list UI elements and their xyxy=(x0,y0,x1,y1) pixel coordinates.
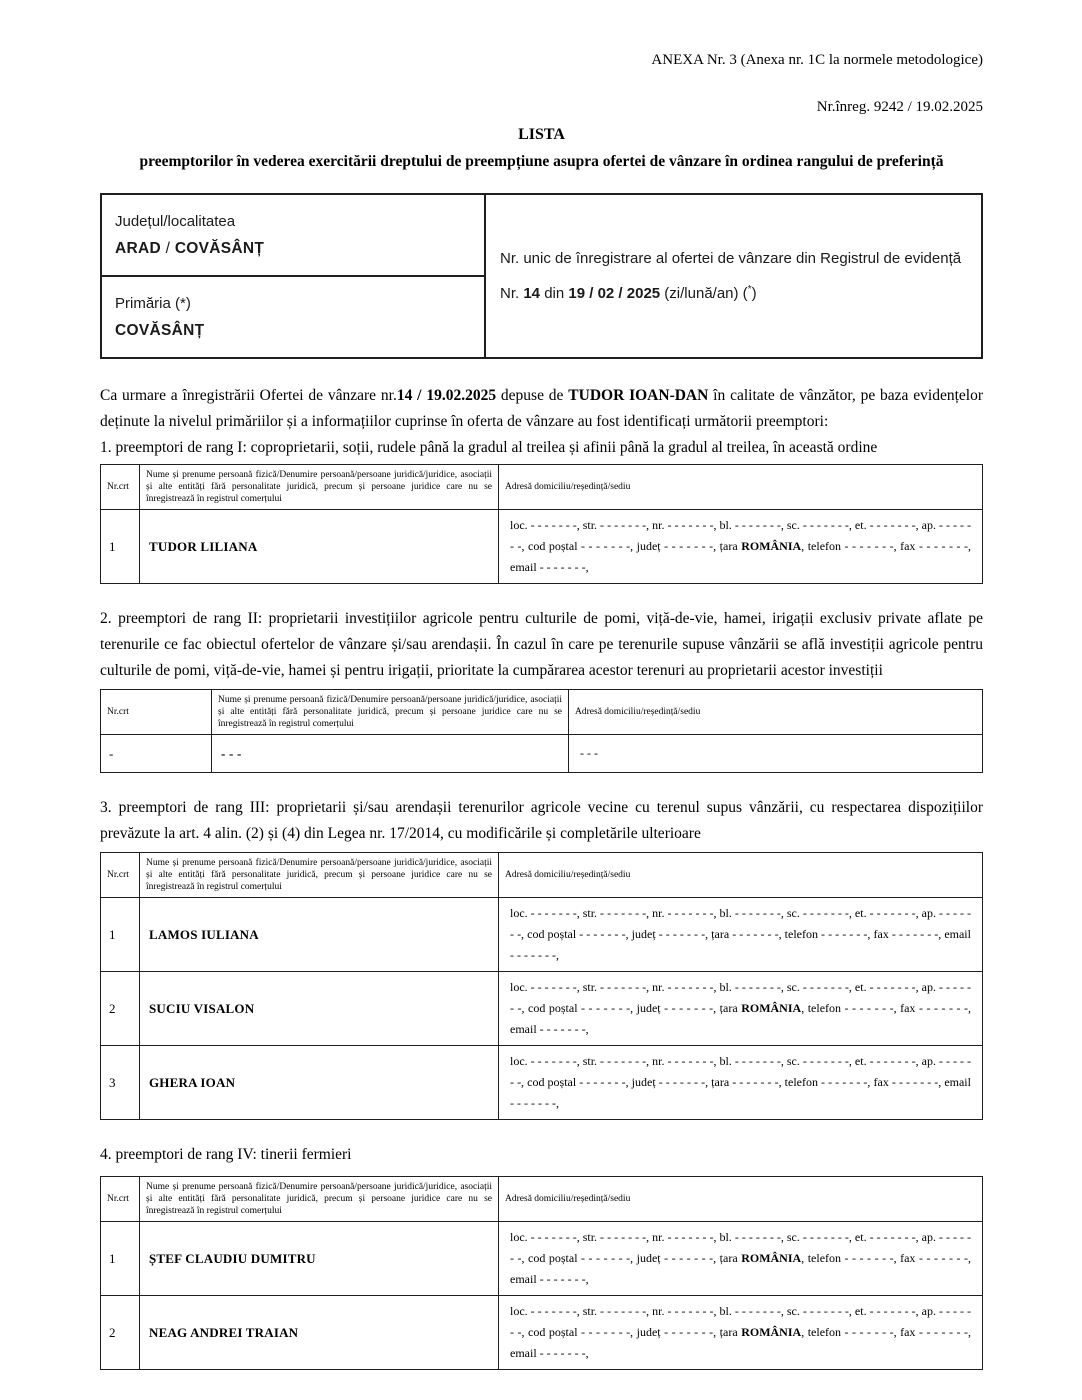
primaria-value: COVĂSÂNȚ xyxy=(115,322,205,339)
anexa-heading: ANEXA Nr. 3 (Anexa nr. 1C la normele metodologice) xyxy=(651,52,983,68)
section-1-title: 1. preemptori de rang I: coproprietarii, soții, rudele până la gradul al treilea și afinii până la gradul al treilea, în această ordine xyxy=(100,439,878,456)
section-2-title: 2. preemptori de rang II: proprietarii investițiilor agricole pentru culturile de pomi, viță-de-vie, hamei, irigații exclusiv private aflate pe terenurile ce fac obiectul ofertelor de vânzare și/sau arendașii. În cazul în care pe terenurile supuse vânzării se află investiții agricole pentru culturile de pomi, viță-de-vie, hamei și pentru irigații, prioritate la cumpărarea acestor terenuri au proprietarii acestor investiții xyxy=(100,610,983,679)
intro-text-1: Ca urmare a înregistrării Ofertei de vânzare nr. xyxy=(100,387,397,404)
reg-din: din xyxy=(540,285,569,302)
address-cell xyxy=(499,972,983,1046)
reg-date-value: 19 / 02 / 2025 xyxy=(568,285,661,302)
address-text: loc. - - - - - - -, str. - - - - - - -, nr. - - - - - - -, bl. - - - - - - -, sc. - - - - - - -, et. - - - - - - -, ap. - - - - - - -, cod poștal - - - - - - -, județ - - - - - - -, țara xyxy=(510,1054,971,1089)
col-header-address: Adresă domiciliu/reședință/sediu xyxy=(569,690,983,735)
address-cell xyxy=(499,898,983,972)
locality-value: COVĂSÂNȚ xyxy=(174,240,265,257)
intro-text-2: depuse de xyxy=(496,387,569,404)
country-value: ROMÂNIA xyxy=(741,539,802,553)
row-number-cell: 1 xyxy=(101,1222,140,1296)
col-header-address: Adresă domiciliu/reședință/sediu xyxy=(499,853,983,898)
address-cell xyxy=(499,1222,983,1296)
rank2-table xyxy=(100,689,983,773)
row-number-cell: 1 xyxy=(101,510,140,584)
col-header-name: Nume și prenume persoană fizică/Denumire persoană/persoane juridică/juridice, asociații și alte entități fără personalitate juridică, precum și persoane juridice care nu se înregistrează în registrul comerțului xyxy=(140,853,499,898)
address-cell xyxy=(499,1296,983,1370)
address-cell xyxy=(499,510,983,584)
col-header-nrcrt: Nr.crt xyxy=(101,853,140,898)
address-text-tail: , telefon - - - - - - -, fax - - - - - - -, email - - - - - - -, xyxy=(510,1251,971,1286)
table-row xyxy=(101,1296,983,1370)
rank4-table xyxy=(100,1176,983,1370)
address-text-tail: , telefon - - - - - - -, fax - - - - - - -, email - - - - - - -, xyxy=(510,1325,971,1360)
table-header-row xyxy=(101,690,983,735)
table-row xyxy=(101,1222,983,1296)
row-number-cell: 1 xyxy=(101,898,140,972)
col-header-address: Adresă domiciliu/reședință/sediu xyxy=(499,1177,983,1222)
list-subtitle: preemptorilor în vederea exercitării dreptului de preempțiune asupra ofertei de vânzare în ordinea rangului de preferință xyxy=(139,153,944,170)
row-number-cell: 2 xyxy=(101,972,140,1046)
table-row xyxy=(101,510,983,584)
address-text-tail: , telefon - - - - - - -, fax - - - - - - -, email - - - - - - -, xyxy=(510,539,971,574)
name-cell: TUDOR LILIANA xyxy=(140,510,499,584)
section-3-title: 3. preemptori de rang III: proprietarii și/sau arendașii terenurilor agricole vecine cu terenul supus vânzării, cu respectarea dispozițiilor prevăzute la art. 4 alin. (2) și (4) din Legea nr. 17/2014, cu modificările și completările ulterioare xyxy=(100,799,983,842)
seller-name: TUDOR IOAN-DAN xyxy=(568,387,709,404)
name-cell: GHERA IOAN xyxy=(140,1046,499,1120)
county-locality-value xyxy=(115,235,471,262)
county-row xyxy=(101,194,982,276)
col-header-nrcrt: Nr.crt xyxy=(101,465,140,510)
name-cell: NEAG ANDREI TRAIAN xyxy=(140,1296,499,1370)
address-text-tail: , telefon - - - - - - -, fax - - - - - - -, email - - - - - - -, xyxy=(510,1001,971,1036)
table-header-row xyxy=(101,1177,983,1222)
name-cell: SUCIU VISALON xyxy=(140,972,499,1046)
county-label: Județul/localitatea xyxy=(115,213,236,230)
country-value: ROMÂNIA xyxy=(741,1251,802,1265)
intro-text-3: în calitate de vânzător, pe baza evidențelor deținute la nivelul primăriilor și a informațiilor cuprinse în oferta de vânzare au fost identificați următorii preemptori: xyxy=(100,387,984,430)
col-header-nrcrt: Nr.crt xyxy=(101,690,212,735)
intro-paragraph xyxy=(100,383,983,435)
address-text: loc. - - - - - - -, str. - - - - - - -, nr. - - - - - - -, bl. - - - - - - -, sc. - - - - - - -, et. - - - - - - -, ap. - - - - - - -, cod poștal - - - - - - -, județ - - - - - - -, țara xyxy=(510,1304,971,1339)
address-cell xyxy=(499,1046,983,1120)
col-header-address: Adresă domiciliu/reședință/sediu xyxy=(499,465,983,510)
table-row xyxy=(101,972,983,1046)
unique-registration-cell xyxy=(485,194,982,358)
country-value: - - - - - - - xyxy=(732,927,779,941)
section-4-title: 4. preemptori de rang IV: tinerii fermieri xyxy=(100,1146,352,1163)
row-number-cell: 3 xyxy=(101,1046,140,1120)
col-header-name: Nume și prenume persoană fizică/Denumire persoană/persoane juridică/juridice, asociații și alte entități fără personalitate juridică, precum și persoane juridice care nu se înregistrează în registrul comerțului xyxy=(212,690,569,735)
address-text: loc. - - - - - - -, str. - - - - - - -, nr. - - - - - - -, bl. - - - - - - -, sc. - - - - - - -, et. - - - - - - -, ap. - - - - - - -, cod poștal - - - - - - -, județ - - - - - - -, țara xyxy=(510,518,971,553)
table-row xyxy=(101,898,983,972)
col-header-name: Nume și prenume persoană fizică/Denumire persoană/persoane juridică/juridice, asociații și alte entități fără personalitate juridică, precum și persoane juridice care nu se înregistrează în registrul comerțului xyxy=(140,1177,499,1222)
table-row xyxy=(101,1046,983,1120)
table-header-row xyxy=(101,853,983,898)
registration-entry-line xyxy=(500,274,967,309)
row-number-cell: - xyxy=(101,735,212,773)
reg-number-value: 14 xyxy=(523,285,541,302)
county-separator: / xyxy=(160,240,175,257)
reg-close-paren: ) xyxy=(751,285,757,302)
address-text-tail: , telefon - - - - - - -, fax - - - - - - -, email - - - - - - -, xyxy=(510,1075,971,1110)
primaria-cell xyxy=(101,276,485,358)
country-value: ROMÂNIA xyxy=(741,1001,802,1015)
country-value: ROMÂNIA xyxy=(741,1325,802,1339)
row-number-cell: 2 xyxy=(101,1296,140,1370)
col-header-name: Nume și prenume persoană fizică/Denumire persoană/persoane juridică/juridice, asociații și alte entități fără personalitate juridică, precum și persoane juridice care nu se înregistrează în registrul comerțului xyxy=(140,465,499,510)
list-title: LISTA xyxy=(518,126,565,143)
county-cell xyxy=(101,194,485,276)
primaria-label: Primăria (*) xyxy=(115,295,191,312)
address-text: loc. - - - - - - -, str. - - - - - - -, nr. - - - - - - -, bl. - - - - - - -, sc. - - - - - - -, et. - - - - - - -, ap. - - - - - - -, cod poștal - - - - - - -, județ - - - - - - -, țara xyxy=(510,1230,971,1265)
col-header-nrcrt: Nr.crt xyxy=(101,1177,140,1222)
name-cell: - - - xyxy=(212,735,569,773)
name-cell: ȘTEF CLAUDIU DUMITRU xyxy=(140,1222,499,1296)
table-header-row xyxy=(101,465,983,510)
registration-number-line: Nr.înreg. 9242 / 19.02.2025 xyxy=(816,99,983,115)
reg-prefix: Nr. xyxy=(500,285,524,302)
rank3-table xyxy=(100,852,983,1120)
unique-registration-label: Nr. unic de înregistrare al ofertei de vânzare din Registrul de evidență xyxy=(500,250,962,267)
country-value: - - - - - - - xyxy=(732,1075,779,1089)
footnote-star: * xyxy=(747,284,752,295)
registration-info-table xyxy=(100,193,983,359)
county-value: ARAD xyxy=(115,240,161,257)
address-text: loc. - - - - - - -, str. - - - - - - -, nr. - - - - - - -, bl. - - - - - - -, sc. - - - - - - -, et. - - - - - - -, ap. - - - - - - -, cod poștal - - - - - - -, județ - - - - - - -, țara xyxy=(510,980,971,1015)
rank1-table xyxy=(100,464,983,584)
name-cell: LAMOS IULIANA xyxy=(140,898,499,972)
address-text-tail: , telefon - - - - - - -, fax - - - - - - -, email - - - - - - -, xyxy=(510,927,971,962)
reg-suffix: (zi/lună/an) ( xyxy=(660,285,748,302)
address-text: loc. - - - - - - -, str. - - - - - - -, nr. - - - - - - -, bl. - - - - - - -, sc. - - - - - - -, et. - - - - - - -, ap. - - - - - - -, cod poștal - - - - - - -, județ - - - - - - -, țara xyxy=(510,906,971,941)
table-row xyxy=(101,735,983,773)
offer-reference: 14 / 19.02.2025 xyxy=(396,387,497,404)
address-cell: - - - xyxy=(569,735,983,773)
